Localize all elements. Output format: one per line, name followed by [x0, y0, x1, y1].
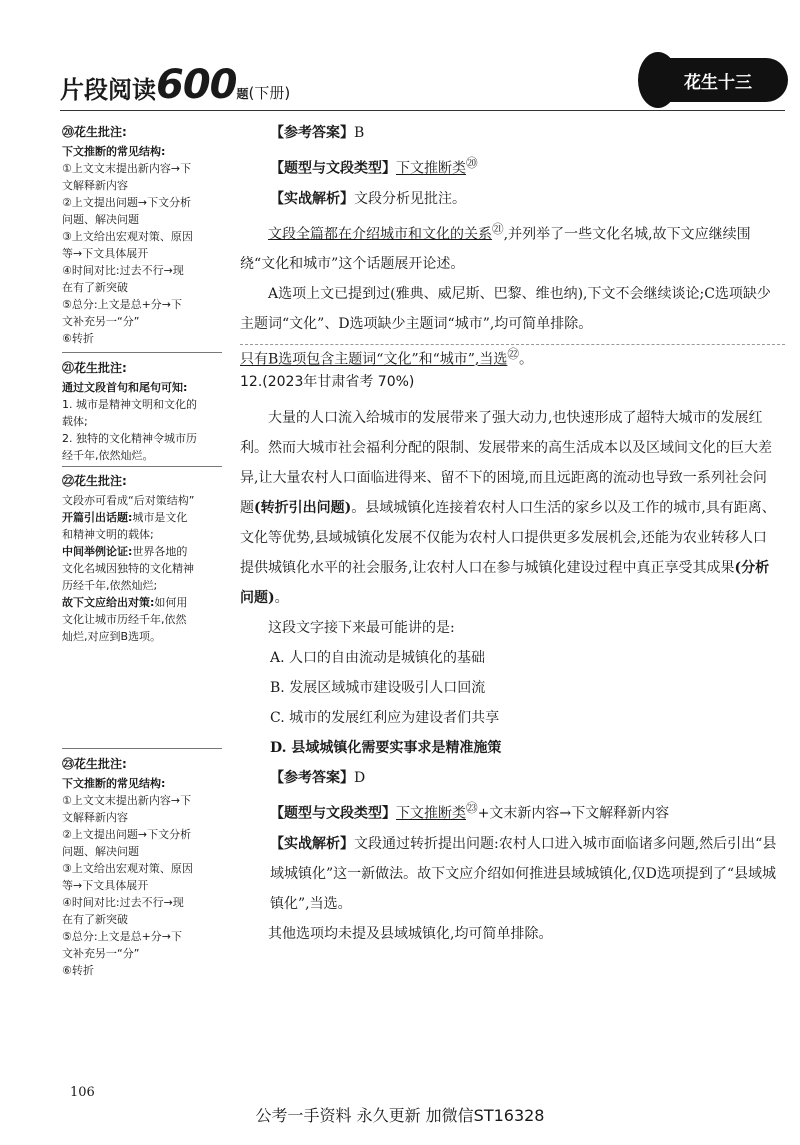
analysis-label: 【实战解析】	[270, 190, 354, 207]
analysis-line	[240, 829, 780, 919]
note-item-label: 故下文应给出对策:	[62, 596, 155, 609]
answer-line	[240, 763, 780, 793]
note-line: ④时间对比:过去不行→现	[62, 896, 184, 909]
q12-section	[240, 367, 780, 949]
note-heading: 下文推断的常见结构:	[62, 145, 166, 158]
note-line: 载体;	[62, 415, 88, 428]
note-line: 文补充另一“分”	[62, 315, 140, 328]
note-item	[62, 509, 222, 526]
note-line: ⑥转折	[62, 964, 94, 977]
passage-text: 大量的人口流入给城市的发展带来了强大动力,也快速形成了超特大城市的发展红利。然而大城市社会福利分配的限制、发展带来的高生活成本以及区域间文化的巨大差异,让大量农村人口面临进得来、留不下的困境,而且远距离的流动也导致一系列社会问题	[240, 410, 772, 516]
type-label: 【题型与文段类型】	[270, 805, 396, 822]
q11-answer-section	[240, 118, 780, 375]
footer-watermark: 公考一手资料 永久更新 加微信ST16328	[255, 1106, 545, 1125]
note-line: 和精神文明的载体;	[62, 528, 154, 541]
note-line: 历经千年,依然灿烂;	[62, 579, 158, 592]
note-item-label: 开篇引出话题:	[62, 511, 133, 524]
note-line: ①上文文末提出新内容→下	[62, 794, 192, 807]
note-item-label: 中间举例论证:	[62, 545, 133, 558]
analysis-paragraph	[240, 214, 780, 280]
note-line: ④时间对比:过去不行→现	[62, 264, 184, 277]
note-line: 问题、解决问题	[62, 845, 139, 858]
analysis-text: 文段通过转折提出问题:农村人口进入城市面临诸多问题,然后引出“县域城镇化”这一新做法。故下文应介绍如何推进县域城镇化,仅D选项提到了“县域城镇化”,当选。	[270, 835, 777, 912]
note-title: ㉒花生批注:	[62, 474, 127, 488]
title-sub: (下册)	[248, 84, 291, 102]
note-line: ⑤总分:上文是总+分→下	[62, 930, 183, 943]
note-heading: 下文推断的常见结构:	[62, 777, 166, 790]
type-label: 【题型与文段类型】	[270, 160, 396, 177]
note-21	[62, 360, 222, 464]
note-line: ②上文提出问题→下文分析	[62, 828, 192, 841]
note-line: 文补充另一“分”	[62, 947, 140, 960]
brand-text: 花生十三	[684, 72, 752, 93]
note-divider	[62, 466, 222, 467]
note-line: ③上文给出宏观对策、原因	[62, 862, 193, 875]
paragraph-text: 。	[519, 351, 534, 368]
note-divider	[62, 352, 222, 353]
note-item-text: 世界各地的	[132, 545, 188, 558]
page-number: 106	[70, 1085, 95, 1100]
passage-text: 。	[274, 590, 289, 606]
note-line: 文解释新内容	[62, 179, 128, 192]
note-line: 等→下文具体展开	[62, 247, 149, 260]
note-title: ㉑花生批注:	[62, 361, 127, 375]
option-b[interactable]: B. 发展区域城市建设吸引人口回流	[270, 680, 486, 696]
note-line: ⑥转折	[62, 332, 94, 345]
note-line: 在有了新突破	[62, 281, 128, 294]
answer-label: 【参考答案】	[270, 770, 354, 786]
header-divider	[60, 110, 785, 111]
note-line: 经千年,依然灿烂。	[62, 449, 154, 462]
note-line: 灿烂,对应到B选项。	[62, 630, 162, 643]
note-20	[62, 124, 222, 347]
passage-tag: (转折引出问题)	[254, 500, 352, 516]
title-suffix: 题	[236, 87, 249, 101]
type-value: 下文推断类	[396, 160, 466, 177]
note-line: ⑤总分:上文是总+分→下	[62, 298, 183, 311]
analysis-paragraph: 其他选项均未提及县域城镇化,均可简单排除。	[268, 925, 553, 942]
passage-tag: (分析问题)	[240, 560, 770, 606]
note-line: 文解释新内容	[62, 811, 128, 824]
note-line: 文段亦可看成“后对策结构”	[62, 494, 195, 507]
question-source: (2023年甘肃省考 70%)	[262, 374, 415, 390]
note-line: 1. 城市是精神文明和文化的	[62, 398, 197, 411]
footnote-mark: ㉑	[492, 221, 504, 236]
brand-badge	[648, 58, 788, 102]
book-title	[60, 62, 290, 108]
question-divider	[240, 344, 785, 345]
answer-label: 【参考答案】	[270, 125, 354, 141]
analysis-paragraph: A选项上文已提到过(雅典、威尼斯、巴黎、维也纳),下文不会继续谈论;C选项缺少主题词“文化”、D选项缺少主题词“城市”,均可简单排除。	[240, 286, 771, 333]
type-extra: +文末新内容→下文解释新内容	[477, 805, 670, 822]
type-value: 下文推断类	[396, 805, 466, 822]
note-line: 等→下文具体展开	[62, 879, 149, 892]
option-d[interactable]: D. 县域城镇化需要实事求是精准施策	[270, 740, 502, 756]
answer-value: B	[354, 125, 365, 141]
option-a[interactable]: A. 人口的自由流动是城镇化的基础	[270, 650, 486, 666]
option-c[interactable]: C. 城市的发展红利应为建设者们共享	[270, 710, 500, 726]
footnote-mark: ⑳	[466, 156, 478, 170]
note-item-text: 城市是文化	[132, 511, 188, 524]
note-line: 2. 独特的文化精神令城市历	[62, 432, 197, 445]
analysis-label: 【实战解析】	[270, 835, 354, 852]
type-line	[240, 793, 780, 829]
note-line: 问题、解决问题	[62, 213, 139, 226]
note-23	[62, 756, 222, 979]
note-line: ②上文提出问题→下文分析	[62, 196, 192, 209]
question-passage	[240, 403, 780, 613]
note-item	[62, 543, 222, 560]
note-line: 在有了新突破	[62, 913, 128, 926]
question-stem: 这段文字接下来最可能讲的是:	[268, 620, 455, 636]
analysis-line	[240, 184, 780, 214]
note-22	[62, 473, 222, 645]
note-divider	[62, 748, 222, 749]
note-line: 文化让城市历经千年,依然	[62, 613, 187, 626]
type-line	[240, 148, 780, 184]
analysis-text: 文段分析见批注。	[354, 190, 466, 207]
note-title: ㉓花生批注:	[62, 757, 127, 771]
note-item-text: 如何用	[154, 596, 188, 609]
note-line: 文化名城因独特的文化精神	[62, 562, 194, 575]
question-header	[240, 367, 780, 397]
footnote-mark: ㉓	[466, 801, 478, 815]
footnote-mark: ㉒	[507, 347, 520, 362]
underlined-text: 文段全篇都在介绍城市和文化的关系	[268, 226, 492, 243]
note-line: ①上文文末提出新内容→下	[62, 162, 192, 175]
title-prefix: 片段阅读	[60, 76, 156, 104]
answer-value: D	[354, 770, 366, 786]
question-number: 12.	[240, 374, 263, 390]
note-item	[62, 594, 222, 611]
passage-text: 。县域城镇化连接着农村人口生活的家乡以及工作的城市,具有距离、文化等优势,县域城镇化发展不仅能为农村人口提供更多发展机会,还能为农业转移人口提供城镇化水平的社会服务,让农村人口在参与城镇化建设过程中真正享受其成果	[240, 500, 776, 576]
note-title: ⑳花生批注:	[62, 125, 127, 139]
peanut-icon	[638, 52, 678, 108]
title-number: 600	[156, 62, 237, 108]
underlined-text: 只有B选项包含主题词“文化”和“城市”,当选	[240, 351, 508, 368]
note-line: ③上文给出宏观对策、原因	[62, 230, 193, 243]
answer-line	[240, 118, 780, 148]
note-heading: 通过文段首句和尾句可知:	[62, 381, 188, 394]
paragraph-text: ,并列举了一些文化名城,故下文应继续围绕“文化和城市”这个话题展开论述。	[240, 226, 751, 273]
